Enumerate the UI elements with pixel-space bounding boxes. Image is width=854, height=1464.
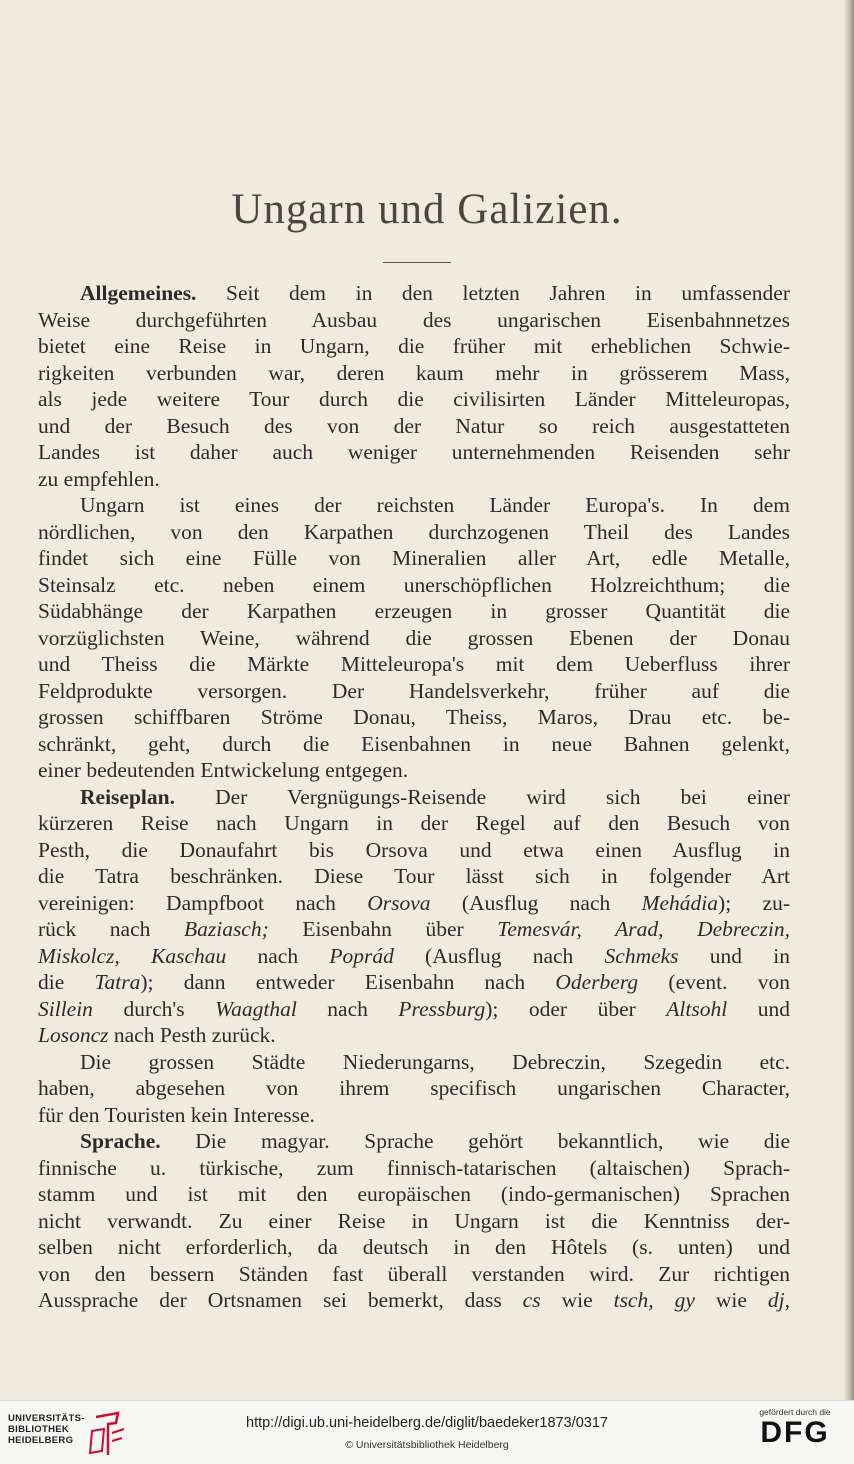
page-title: Ungarn und Galizien. — [231, 186, 623, 233]
text-run: Weise durchgeführten Ausbau des ungarischen Eisenbahnnetzes — [38, 307, 790, 332]
text-run: schränkt, geht, durch die Eisenbahnen in neue Bahnen gelenkt, — [38, 731, 790, 756]
text-line — [38, 1075, 790, 1102]
place-name: Sillein — [38, 996, 93, 1021]
text-run: (Ausflug nach — [393, 943, 605, 968]
text-run: einer bedeutenden Entwickelung entgegen. — [38, 758, 409, 782]
text-line — [38, 545, 790, 572]
text-run: nördlichen, von den Karpathen durchzogenen Theil des Landes — [38, 519, 790, 544]
text-line — [38, 704, 790, 731]
text-run: Die grossen Städte Niederungarns, Debreczin, Szegedin etc. — [80, 1049, 790, 1074]
dfg-logo[interactable]: DFG — [760, 1416, 830, 1449]
place-name: Losoncz — [38, 1023, 109, 1047]
text-run: vereinigen: Dampfboot nach — [38, 890, 368, 915]
text-run: Südabhänge der Karpathen erzeugen in grosser Quantität die — [38, 599, 790, 623]
funded-by-label: gefördert durch die — [759, 1407, 831, 1417]
text-run: zu empfehlen. — [38, 466, 160, 491]
permalink-url[interactable]: http://digi.ub.uni-heidelberg.de/diglit/baedeker1873/0317 — [246, 1415, 608, 1431]
text-line — [38, 413, 790, 440]
text-line — [38, 333, 790, 360]
text-run: nach Pesth zurück. — [108, 1023, 276, 1047]
place-name: Mehádia — [641, 890, 719, 915]
place-name: Schmeks — [604, 943, 679, 968]
place-name: Temesvár, Arad, Debreczin, — [497, 917, 791, 941]
library-name-line: HEIDELBERG — [8, 1435, 74, 1446]
text-run: ); zu- — [718, 890, 790, 915]
text-run: nicht verwandt. Zu einer Reise in Ungarn ist die Kenntniss der- — [38, 1208, 790, 1233]
text-run: von den bessern Ständen fast überall verstanden wird. Zur richtigen — [38, 1261, 790, 1286]
text-run: ); dann entweder Eisenbahn nach — [140, 970, 556, 994]
text-line — [38, 1287, 790, 1314]
text-run: nach — [296, 996, 399, 1021]
place-name: Baziasch; — [183, 917, 269, 941]
text-line — [38, 1261, 790, 1288]
library-name-line: UNIVERSITÄTS- — [8, 1413, 85, 1424]
section-heading: Reiseplan. — [80, 784, 175, 809]
text-run: finnische u. türkische, zum finnisch-tatarischen (altaischen) Sprach- — [38, 1155, 790, 1180]
text-line — [38, 492, 790, 519]
text-run: kürzeren Reise nach Ungarn in der Regel auf den Besuch von — [38, 811, 790, 835]
text-run: stamm und ist mit den europäischen (indo-germanischen) Sprachen — [38, 1182, 790, 1206]
text-run: wie — [540, 1288, 614, 1312]
section-heading: Allgemeines. — [80, 281, 197, 305]
text-run: Seit dem in den letzten Jahren in umfassender — [196, 281, 790, 305]
section-heading: Sprache. — [80, 1129, 161, 1153]
text-line — [38, 1155, 790, 1182]
text-line — [38, 466, 790, 493]
place-name: Miskolcz, Kaschau — [38, 943, 227, 968]
text-line — [38, 863, 790, 890]
funder-block — [750, 1407, 840, 1449]
text-line — [38, 969, 790, 996]
text-run: (Ausflug nach — [430, 890, 642, 915]
text-line — [38, 519, 790, 546]
text-line — [38, 810, 790, 837]
text-run: die Tatra beschränken. Diese Tour lässt sich in folgender Art — [38, 864, 790, 888]
text-run: die — [38, 970, 95, 994]
title-rule — [383, 262, 451, 263]
text-run: wie — [694, 1288, 768, 1312]
library-name-line: BIBLIOTHEK — [8, 1424, 70, 1435]
text-run: grossen schiffbaren Ströme Donau, Theiss, Maros, Drau etc. be- — [38, 705, 790, 729]
text-line — [38, 890, 790, 917]
text-line — [38, 572, 790, 599]
text-run: rück nach — [38, 917, 184, 941]
text-line — [38, 280, 790, 307]
text-line — [38, 651, 790, 678]
text-line — [38, 678, 790, 705]
text-line — [38, 1049, 790, 1076]
text-run: und in — [678, 943, 790, 968]
text-run: Eisenbahn über — [268, 917, 498, 941]
text-run: und Theiss die Märkte Mitteleuropa's mit dem Ueberfluss ihrer — [38, 652, 790, 676]
place-name: Oderberg — [555, 970, 639, 994]
text-line — [38, 360, 790, 387]
text-run: haben, abgesehen von ihrem specifisch ungarischen Character, — [38, 1076, 790, 1100]
page-edge-shadow — [844, 0, 854, 1400]
text-run: Steinsalz etc. neben einem unerschöpflichen Holzreichthum; die — [38, 572, 790, 597]
text-run: Aussprache der Ortsnamen sei bemerkt, dass — [38, 1288, 523, 1312]
text-line — [38, 1102, 790, 1129]
text-line — [38, 996, 790, 1023]
place-name: Waagthal — [215, 996, 297, 1021]
place-name: Poprád — [329, 943, 394, 968]
text-line — [38, 386, 790, 413]
text-line — [38, 598, 790, 625]
page-body-text — [38, 280, 790, 1314]
text-run: bietet eine Reise in Ungarn, die früher mit erheblichen Schwie- — [38, 334, 790, 358]
text-run: rigkeiten verbunden war, deren kaum mehr in grösserem Mass, — [38, 360, 790, 385]
footer-bar — [0, 1400, 854, 1464]
text-run: Der Vergnügungs-Reisende wird sich bei einer — [174, 784, 790, 809]
text-line — [38, 439, 790, 466]
text-line — [38, 307, 790, 334]
text-run: findet sich eine Fülle von Mineralien aller Art, edle Metalle, — [38, 546, 790, 570]
text-line — [38, 731, 790, 758]
text-line — [38, 837, 790, 864]
text-run: nach — [226, 943, 330, 968]
place-name: cs — [522, 1288, 541, 1312]
place-name: Pressburg — [398, 996, 486, 1021]
place-name: tsch, gy — [613, 1288, 695, 1312]
text-run: und — [727, 996, 790, 1021]
text-line — [38, 625, 790, 652]
text-run: Feldprodukte versorgen. Der Handelsverkehr, früher auf die — [38, 678, 790, 703]
place-name: Altsohl — [666, 996, 728, 1021]
text-run: selben nicht erforderlich, da deutsch in den Hôtels (s. unten) und — [38, 1235, 790, 1259]
text-run: Ungarn ist eines der reichsten Länder Europa's. In dem — [80, 493, 790, 517]
text-run: Pesth, die Donaufahrt bis Orsova und etwa einen Ausflug in — [38, 837, 790, 862]
text-line — [38, 757, 790, 784]
text-line — [38, 1181, 790, 1208]
text-run: ); oder über — [485, 996, 667, 1021]
text-run: als jede weitere Tour durch die civilisirten Länder Mitteleuropas, — [38, 387, 790, 411]
copyright-notice: © Universitätsbibliothek Heidelberg — [345, 1439, 509, 1451]
text-line — [38, 784, 790, 811]
text-run: (event. von — [638, 970, 790, 994]
text-line — [38, 1208, 790, 1235]
text-line — [38, 916, 790, 943]
text-run: für den Touristen kein Interesse. — [38, 1102, 315, 1127]
text-line — [38, 943, 790, 970]
place-name: dj, — [767, 1288, 790, 1312]
place-name: Orsova — [367, 890, 431, 915]
text-run: Landes ist daher auch weniger unternehmenden Reisenden sehr — [38, 440, 790, 464]
text-run: und der Besuch des von der Natur so reich ausgestatteten — [38, 413, 790, 438]
text-run: durch's — [92, 996, 216, 1021]
text-line — [38, 1234, 790, 1261]
text-run: vorzüglichsten Weine, während die grossen Ebenen der Donau — [38, 625, 790, 650]
text-line — [38, 1022, 790, 1049]
text-run: Die magyar. Sprache gehört bekanntlich, wie die — [160, 1129, 790, 1153]
place-name: Tatra — [94, 970, 141, 994]
text-line — [38, 1128, 790, 1155]
